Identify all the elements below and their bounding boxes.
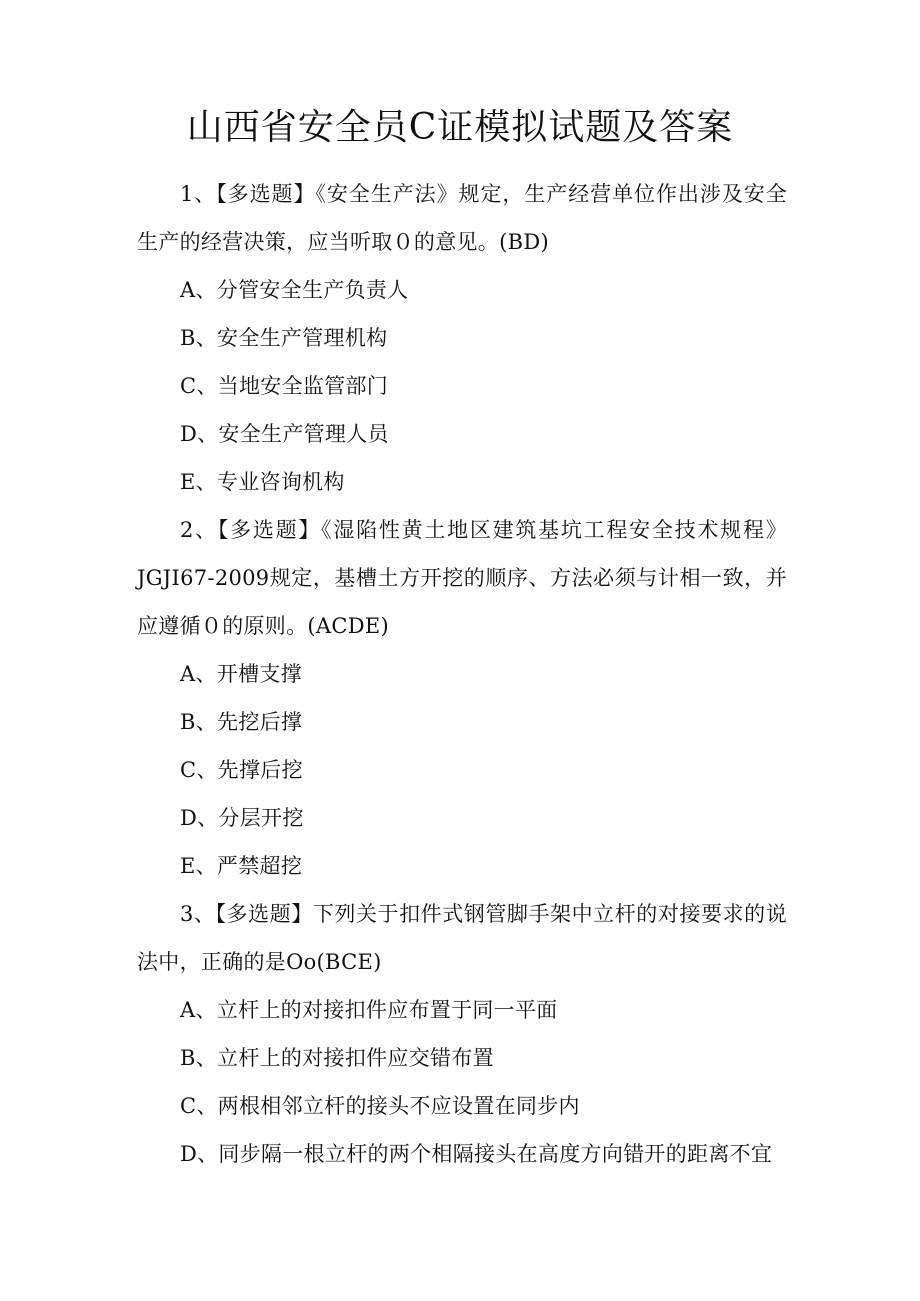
question-3-stem-line-1: 3、【多选题】下列关于扣件式钢管脚手架中立杆的对接要求的 [180, 902, 766, 926]
question-2-option-c: C、先撑后挖 [180, 758, 303, 782]
question-1-option-b: B、安全生产管理机构 [180, 326, 388, 350]
question-3 [137, 890, 787, 1178]
question-1-option-d: D、安全生产管理人员 [180, 422, 389, 446]
question-2-stem [137, 506, 787, 650]
question-3-option-c: C、两根相邻立杆的接头不应设置在同步内 [180, 1094, 580, 1118]
question-2 [137, 506, 787, 890]
question-1-stem-line-2: 全生产的经营决策，应当听取０的意见。(BD) [137, 182, 787, 254]
document-body [137, 170, 787, 1178]
question-1-option-e: E、专业咨询机构 [180, 470, 345, 494]
question-1-stem-line-1: 1、【多选题】《安全生产法》规定，生产经营单位作出涉及安 [180, 182, 766, 206]
question-2-option-d: D、分层开挖 [180, 806, 304, 830]
question-1-stem [137, 170, 787, 266]
question-2-option-b: B、先挖后撑 [180, 710, 303, 734]
question-2-stem-line-2: JGJI67-2009规定，基槽土方开挖的顺序、方法必须与计相一致，并 [137, 566, 787, 590]
question-3-stem-line-2: 说法中，正确的是Oo(BCE) [137, 902, 787, 974]
question-3-stem [137, 890, 787, 986]
question-1-option-c: C、当地安全监管部门 [180, 374, 389, 398]
document-title: 山西省安全员C证模拟试题及答案 [186, 107, 734, 148]
question-1-option-a: A、分管安全生产负责人 [180, 278, 409, 302]
question-3-option-b: B、立杆上的对接扣件应交错布置 [180, 1046, 494, 1070]
question-2-stem-line-3: 应遵循０的原则。(ACDE) [137, 614, 389, 638]
question-3-option-d: D、同步隔一根立杆的两个相隔接头在高度方向错开的距离不宜 [180, 1142, 773, 1166]
question-2-stem-line-1: 2、【多选题】《湿陷性黄土地区建筑基坑工程安全技术规程》 [180, 518, 787, 542]
question-2-option-e: E、严禁超挖 [180, 854, 303, 878]
question-1 [137, 170, 787, 506]
question-2-option-a: A、开槽支撑 [180, 662, 302, 686]
question-3-option-a: A、立杆上的对接扣件应布置于同一平面 [180, 998, 558, 1022]
